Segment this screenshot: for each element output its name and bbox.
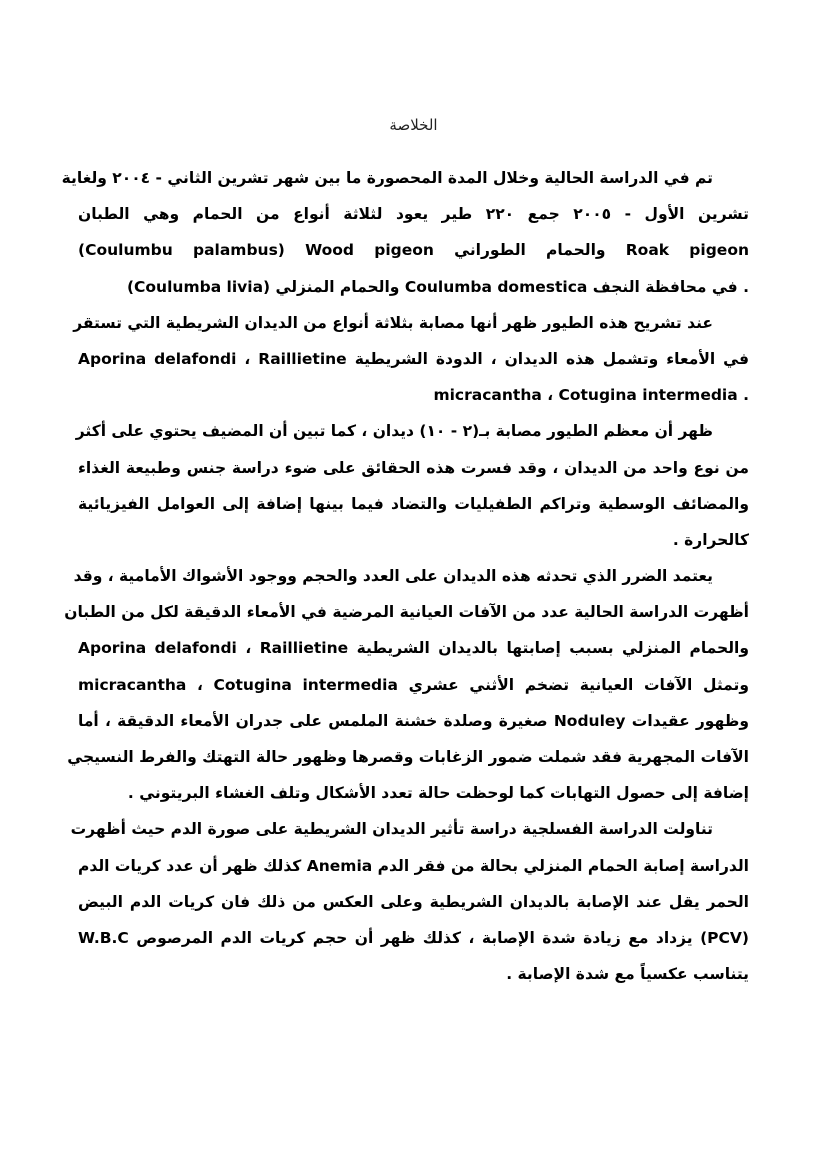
- text-line: كالحرارة .: [672, 530, 749, 549]
- text-line: والحمام المنزلي بسبب إصابتها بالديدان الشريطية Aporina delafondi ، Raillietine: [78, 639, 749, 658]
- paragraph-study-overview: [61, 160, 750, 305]
- text-line: الدراسة إصابة الحمام المنزلي بحالة من فقر الدم Anemia كذلك ظهر أن عدد كريات الدم: [78, 856, 749, 875]
- paragraph-infection-intensity: [75, 413, 749, 558]
- abstract-body: [61, 160, 750, 992]
- text-line: (Coulumba livia) والحمام المنزلي Coulumba domestica في محافظة النجف .: [126, 277, 749, 296]
- text-line: تناولت الدراسة الفسلجية دراسة تأثير الديدان الشريطية على صورة الدم حيث أظهرت: [70, 820, 713, 839]
- text-line: W.B.C يزداد مع زيادة شدة الإصابة ، كذلك ظهر أن حجم كريات الدم المرصوص (PCV): [78, 928, 749, 947]
- text-line: (Coulumbu palambus) Wood pigeon والحمام الطوراني Roak pigeon: [78, 241, 750, 260]
- text-line: الآفات المجهرية فقد شملت ضمور الزغابات وقصرها وظهور حالة التهتك والفرط النسيجي: [67, 748, 749, 766]
- page-title: الخلاصة: [389, 116, 438, 134]
- text-line: تم في الدراسة الحالية وخلال المدة المحصورة ما بين شهر تشرين الثاني - ٢٠٠٤ ولغاية: [61, 169, 713, 187]
- text-line: عند تشريح هذه الطيور ظهر أنها مصابة بثلاثة أنواع من الديدان الشريطية التي تستقر: [73, 313, 713, 332]
- text-line: أظهرت الدراسة الحالية عدد من الآفات العيانية المرضية في الأمعاء الدقيقة لكل من الطبان: [64, 603, 749, 622]
- text-line: يتناسب عكسياً مع شدة الإصابة .: [506, 965, 749, 984]
- text-line: والمضائف الوسطية وتراكم الطفيليات والتضاد فيما بينها إضافة إلى العوامل الفيزيائية: [78, 494, 749, 513]
- paragraph-pathology: [64, 558, 749, 811]
- text-line: ظهر أن معظم الطيور مصابة بـ(٢ - ١٠) ديدان ، كما تبين أن المضيف يحتوي على أكثر: [75, 422, 713, 441]
- text-line: micracantha ، Cotugina intermedia وتمثل الآفات العيانية تضخم الأثني عشري: [78, 675, 749, 694]
- paragraph-physiology: [70, 811, 749, 992]
- text-line: يعتمد الضرر الذي تحدثه هذه الديدان على العدد والحجم ووجود الأشواك الأمامية ، وقد: [73, 567, 713, 586]
- text-line: micracantha ، Cotugina intermedia .: [433, 386, 749, 405]
- text-line: في الأمعاء وتشمل هذه الديدان ، الدودة الشريطية Aporina delafondi ، Raillietine: [78, 349, 750, 368]
- text-line: الحمر يقل عند الإصابة بالديدان الشريطية وعلى العكس من ذلك فان كريات الدم البيض: [78, 892, 749, 911]
- text-line: إضافة إلى حصول التهابات كما لوحظت حالة تعدد الأشكال وتلف الغشاء البريتوني .: [127, 784, 749, 803]
- text-line: وظهور عقيدات Noduley صغيرة وصلدة خشنة الملمس على جدران الأمعاء الدقيقة ، أما: [78, 711, 749, 730]
- paragraph-dissection-findings: [73, 305, 750, 414]
- text-line: من نوع واحد من الديدان ، وقد فسرت هذه الحقائق على ضوء دراسة جنس وطبيعة الغذاء: [78, 458, 749, 477]
- text-line: تشرين الأول - ٢٠٠٥ جمع ٢٢٠ طير يعود لثلاثة أنواع من الحمام وهي الطبان: [78, 205, 749, 224]
